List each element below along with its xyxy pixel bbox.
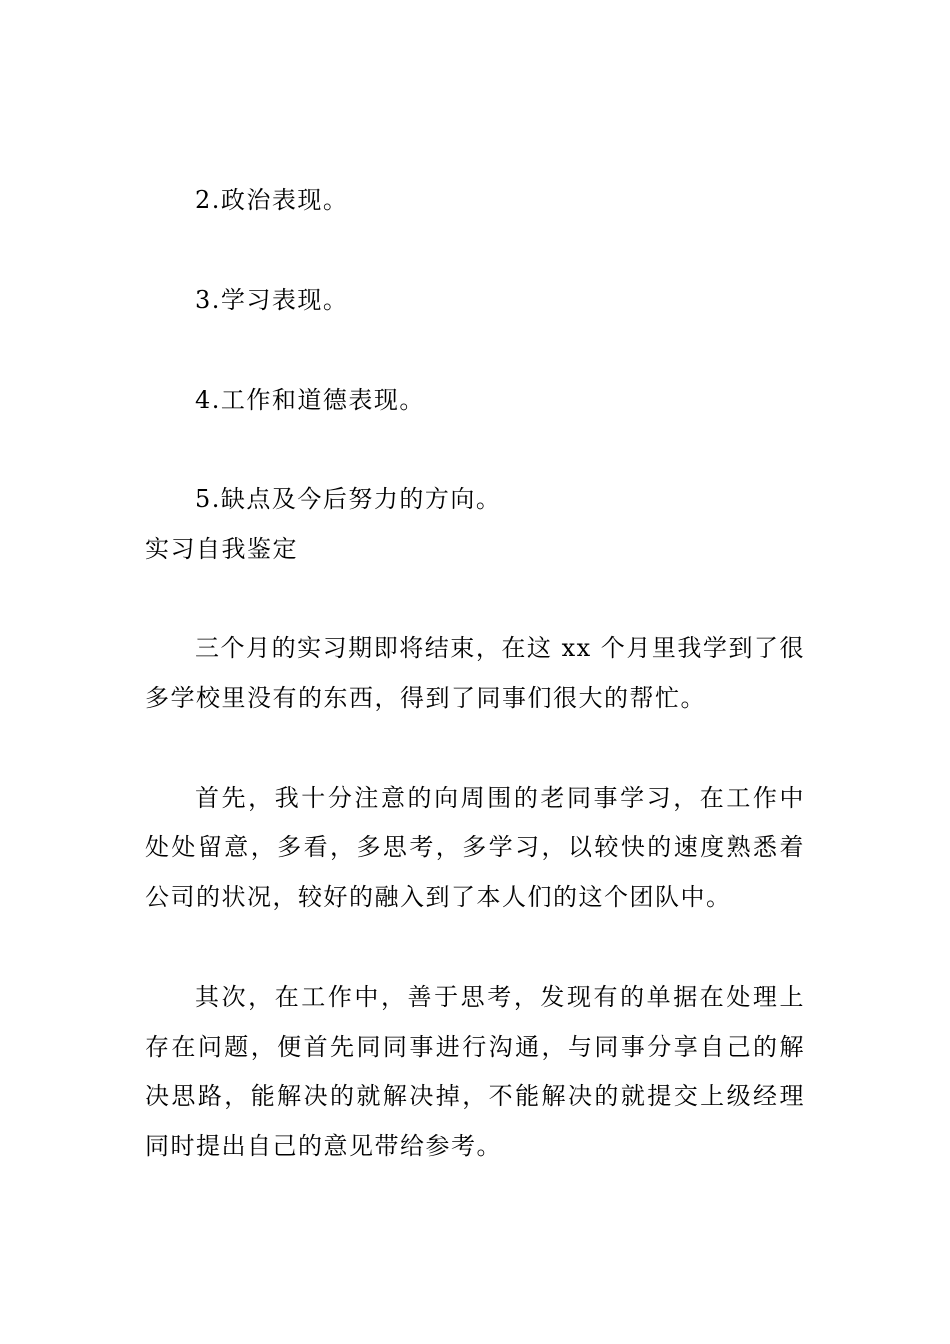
paragraph-1-line-1: 三个月的实习期即将结束，在这 xx 个月里我学到了很 — [195, 634, 805, 662]
paragraph-2-line-2: 处处留意，多看，多思考，多学习，以较快的速度熟悉着 — [145, 833, 805, 861]
paragraph-3-line-4: 同时提出自己的意见带给参考。 — [145, 1132, 502, 1160]
list-item-shortcomings: 5.缺点及今后努力的方向。 — [195, 485, 502, 513]
paragraph-3-line-3: 决思路，能解决的就解决掉，不能解决的就提交上级经理 — [145, 1082, 805, 1110]
list-item-political: 2.政治表现。 — [195, 186, 349, 214]
paragraph-3-line-1: 其次，在工作中，善于思考，发现有的单据在处理上 — [195, 983, 805, 1011]
paragraph-1-line-2: 多学校里没有的东西，得到了同事们很大的帮忙。 — [145, 684, 706, 712]
list-item-study: 3.学习表现。 — [195, 286, 349, 314]
paragraph-3-line-2: 存在问题，便首先同同事进行沟通，与同事分享自己的解 — [145, 1033, 805, 1061]
paragraph-2-line-1: 首先，我十分注意的向周围的老同事学习，在工作中 — [195, 784, 805, 812]
paragraph-2-line-3: 公司的状况，较好的融入到了本人们的这个团队中。 — [145, 883, 732, 911]
section-title: 实习自我鉴定 — [145, 535, 298, 563]
list-item-work-ethics: 4.工作和道德表现。 — [195, 386, 425, 414]
